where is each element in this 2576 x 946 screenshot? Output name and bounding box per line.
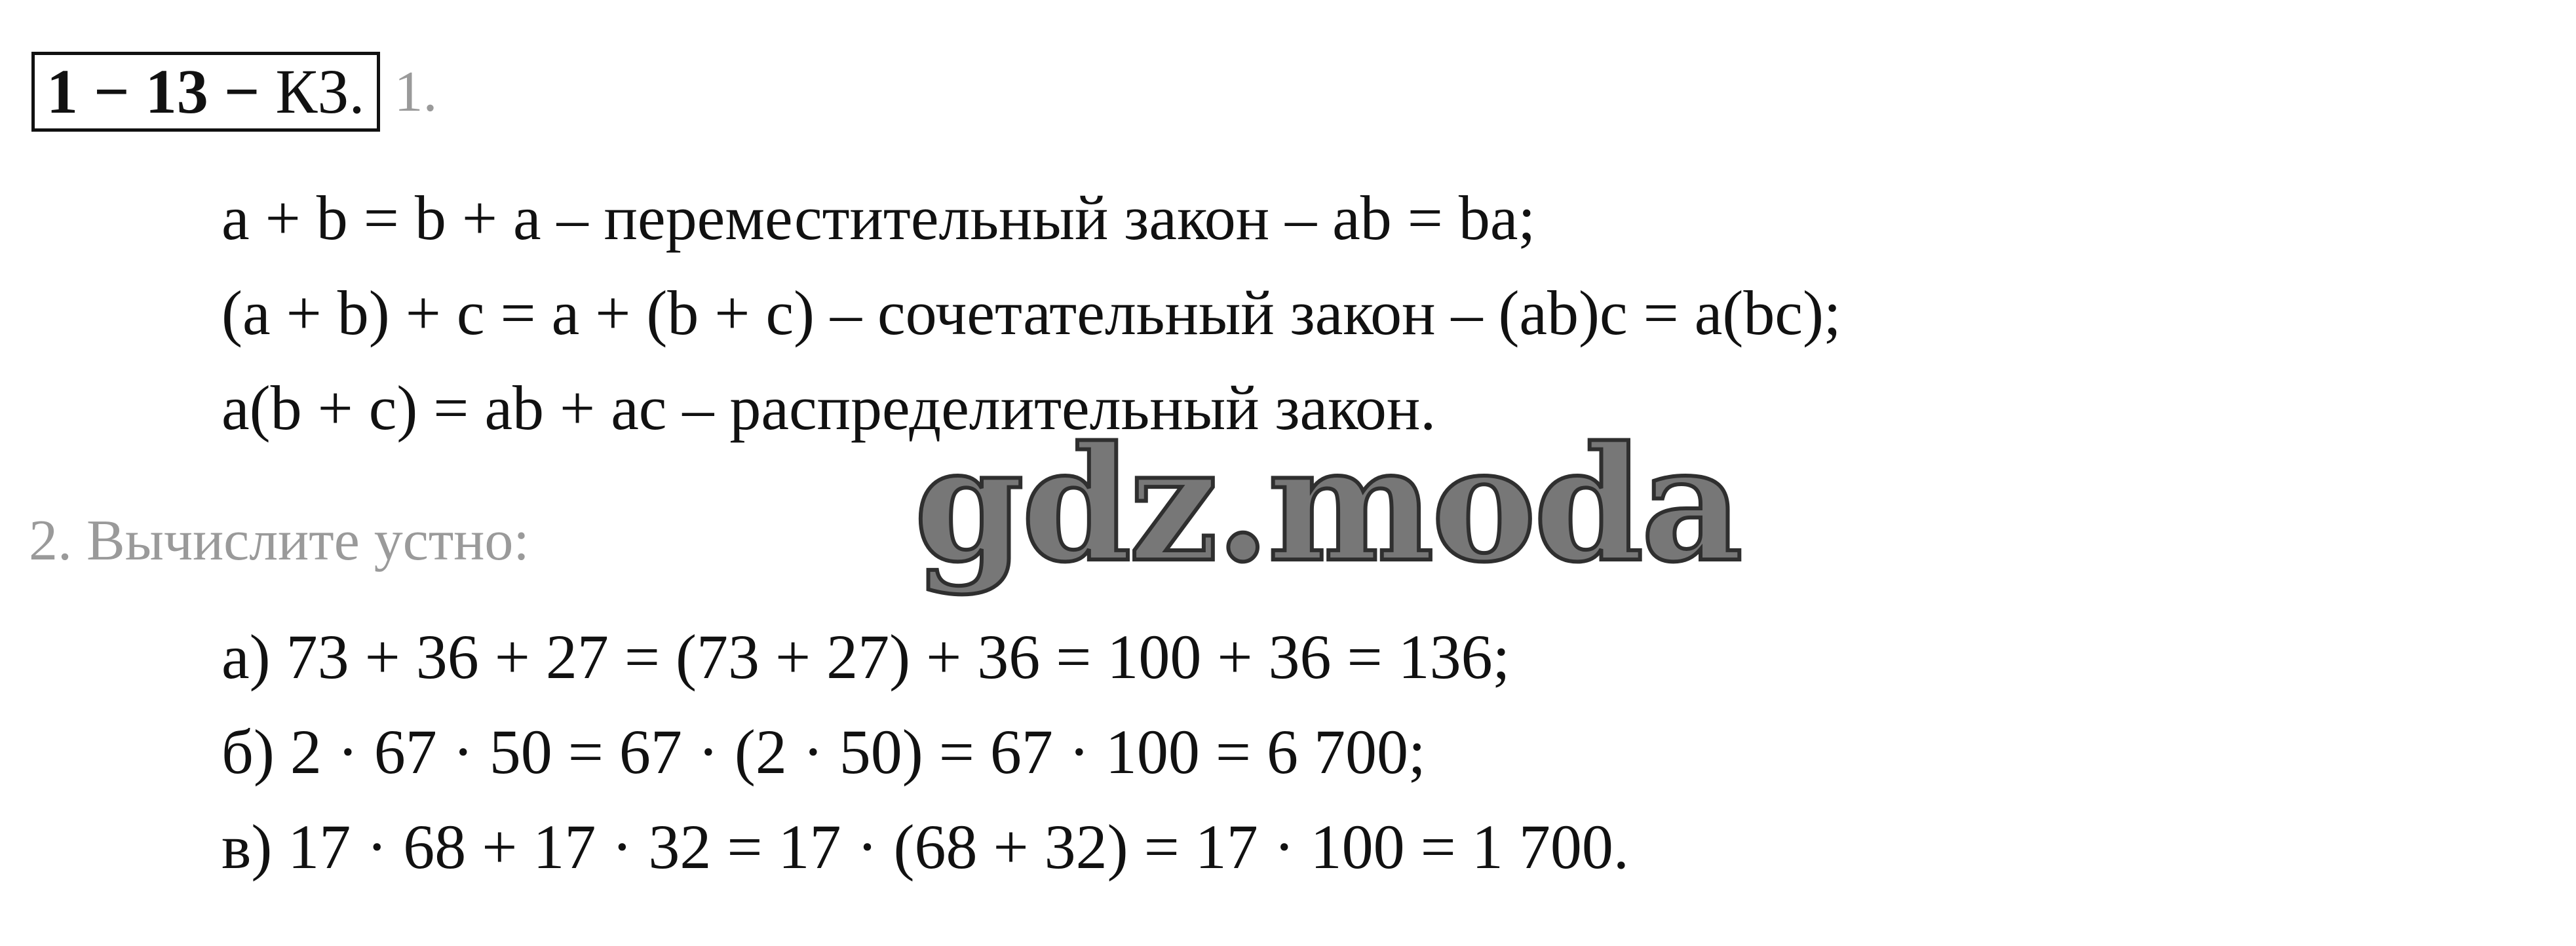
calc-line-b: б) 2 · 67 · 50 = 67 · (2 · 50) = 67 · 100 = 6 700; <box>221 717 1426 787</box>
question-1-number: 1. <box>394 60 438 124</box>
law-distributive: a(b + c) = ab + ac – распределительный закон. <box>221 373 1436 443</box>
task-header <box>31 52 438 131</box>
question-2-title: 2. Вычислите устно: <box>29 509 529 573</box>
task-number-bold: 1 − 13 − <box>47 56 260 126</box>
law-associative: (a + b) + c = a + (b + c) – сочетательный закон – (ab)c = a(bc); <box>221 278 1841 348</box>
calc-line-c: в) 17 · 68 + 17 · 32 = 17 · (68 + 32) = 17 · 100 = 1 700. <box>221 812 1629 882</box>
task-number-box <box>31 52 380 132</box>
law-commutative: a + b = b + a – переместительный закон – ab = ba; <box>221 183 1536 253</box>
calc-line-a: а) 73 + 36 + 27 = (73 + 27) + 36 = 100 + 36 = 136; <box>221 622 1510 692</box>
task-code: КЗ. <box>260 56 365 126</box>
watermark-logo: gdz.moda <box>914 412 1740 597</box>
